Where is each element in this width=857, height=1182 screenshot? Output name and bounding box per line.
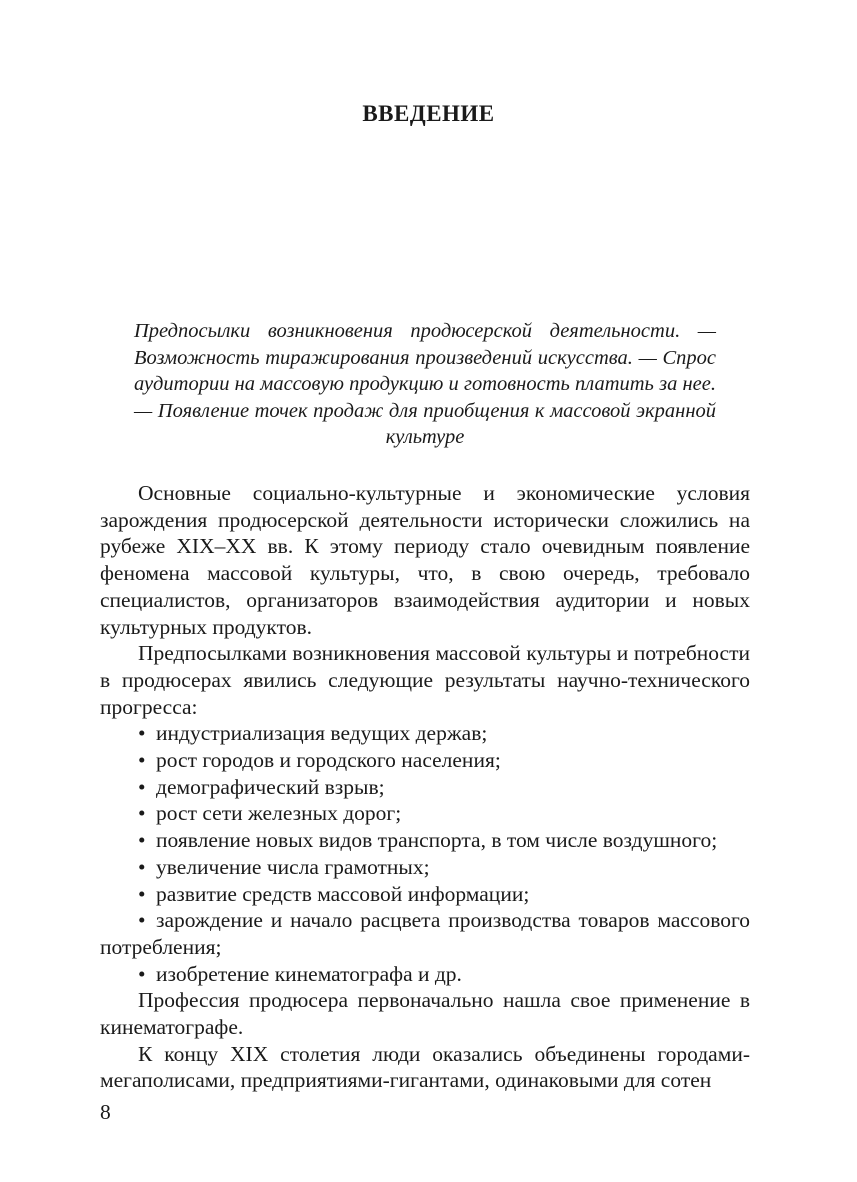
bullet-icon: •: [138, 748, 146, 773]
bullet-icon: •: [138, 774, 146, 799]
list-item: [100, 774, 750, 801]
list-item-text: увеличение числа грамотных;: [156, 854, 430, 879]
list-item-text: развитие средств массовой информации;: [156, 881, 530, 906]
bullet-icon: •: [138, 961, 146, 986]
list-item-text: появление новых видов транспорта, в том числе воздушного;: [156, 828, 718, 853]
chapter-epigraph: Предпосылки возникновения продюсерской деятельности. — Возможность тиражирования произведений искусства. — Спрос аудитории на массовую продукцию и готовность платить за нее. — Появление точек продаж для приобщения к массовой экранной культуре: [134, 320, 716, 448]
bullet-icon: •: [138, 908, 146, 933]
list-item: [100, 907, 750, 960]
paragraph-3: Профессия продюсера первоначально нашла свое применение в кинематографе.: [100, 988, 750, 1040]
chapter-title: ВВЕДЕНИЕ: [362, 101, 495, 127]
list-item: [100, 881, 750, 908]
list-item-text: зарождение и начало расцвета производства товаров массового потребления;: [100, 908, 750, 959]
bullet-icon: •: [138, 721, 146, 746]
list-item: [100, 747, 750, 774]
list-item: [100, 720, 750, 747]
bullet-icon: •: [138, 828, 146, 853]
bullet-icon: •: [138, 854, 146, 879]
paragraph-1: Основные социально-культурные и экономические условия зарождения продюсерской деятельности исторически сложились на рубеже XIX–XX вв. К этому периоду стало очевидным появление феномена массовой культуры, что, в свою очередь, требовало специалистов, организаторов взаимодействия аудитории и новых культурных продуктов.: [100, 481, 750, 639]
list-item-text: изобретение кинематографа и др.: [156, 961, 462, 986]
paragraph-4: К концу XIX столетия люди оказались объединены городами-мегаполисами, предприятиями-гигантами, одинаковыми для сотен: [100, 1041, 750, 1093]
page-number: 8: [100, 1100, 111, 1124]
list-item: [100, 827, 750, 854]
progress-results-list: [100, 720, 750, 987]
list-item-text: рост городов и городского населения;: [156, 748, 501, 773]
bullet-icon: •: [138, 801, 146, 826]
chapter-body: [100, 480, 750, 1094]
paragraph-2: Предпосылками возникновения массовой культуры и потребности в продюсерах явились следующие результаты научно-технического прогресса:: [100, 641, 750, 719]
list-item-text: рост сети железных дорог;: [156, 801, 402, 826]
list-item: [100, 854, 750, 881]
list-item-text: демографический взрыв;: [156, 774, 385, 799]
bullet-icon: •: [138, 881, 146, 906]
list-item: [100, 961, 750, 988]
list-item: [100, 800, 750, 827]
list-item-text: индустриализация ведущих держав;: [156, 721, 488, 746]
